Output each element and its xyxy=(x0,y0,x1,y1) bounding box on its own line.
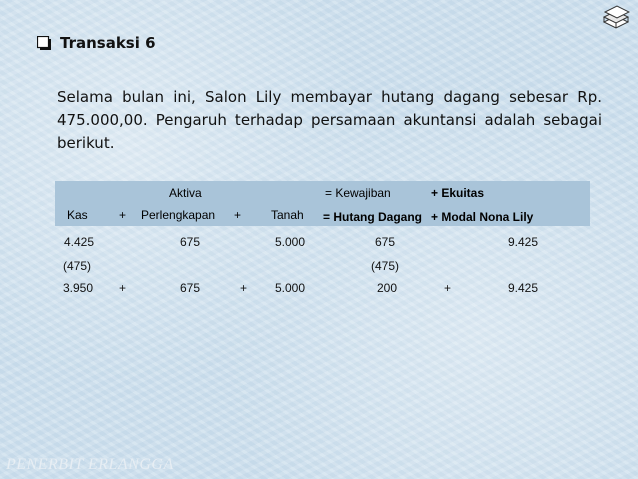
table-header xyxy=(55,181,590,226)
col-plus-1: + xyxy=(119,208,127,222)
col-perlengkapan: Perlengkapan xyxy=(141,208,216,222)
col-modal: + Modal Nona Lily xyxy=(431,210,534,224)
cell-perlengkapan: 675 xyxy=(180,235,201,249)
cell-tanah: 5.000 xyxy=(275,235,306,249)
checkbox-icon xyxy=(37,36,51,50)
cell-modal: 9.425 xyxy=(508,281,539,295)
cell-op-1: + xyxy=(119,281,127,295)
body-paragraph: Selama bulan ini, Salon Lily membayar hutang dagang sebesar Rp. 475.000,00. Pengaruh terhadap persamaan akuntansi adalah sebagai berikut. xyxy=(57,88,602,152)
cell-hutang: 675 xyxy=(375,235,396,249)
cell-op-3: + xyxy=(444,281,452,295)
col-plus-2: + xyxy=(234,208,242,222)
slide-heading xyxy=(37,34,156,52)
col-kas: Kas xyxy=(67,208,88,222)
header-ekuitas: + Ekuitas xyxy=(431,186,485,200)
books-icon xyxy=(602,4,630,30)
col-hutang-dagang: = Hutang Dagang xyxy=(323,210,423,224)
col-tanah: Tanah xyxy=(271,208,304,222)
publisher-watermark: PENERBIT ERLANGGA xyxy=(6,456,174,473)
cell-kas: 3.950 xyxy=(63,281,94,295)
heading-text: Transaksi 6 xyxy=(60,34,156,52)
cell-perlengkapan: 675 xyxy=(180,281,201,295)
cell-kas: (475) xyxy=(63,259,92,273)
header-kewajiban: = Kewajiban xyxy=(325,186,391,200)
cell-hutang: 200 xyxy=(377,281,398,295)
header-aktiva: Aktiva xyxy=(169,186,202,200)
cell-op-2: + xyxy=(240,281,248,295)
cell-tanah: 5.000 xyxy=(275,281,306,295)
cell-hutang: (475) xyxy=(371,259,400,273)
cell-modal: 9.425 xyxy=(508,235,539,249)
cell-kas: 4.425 xyxy=(64,235,95,249)
